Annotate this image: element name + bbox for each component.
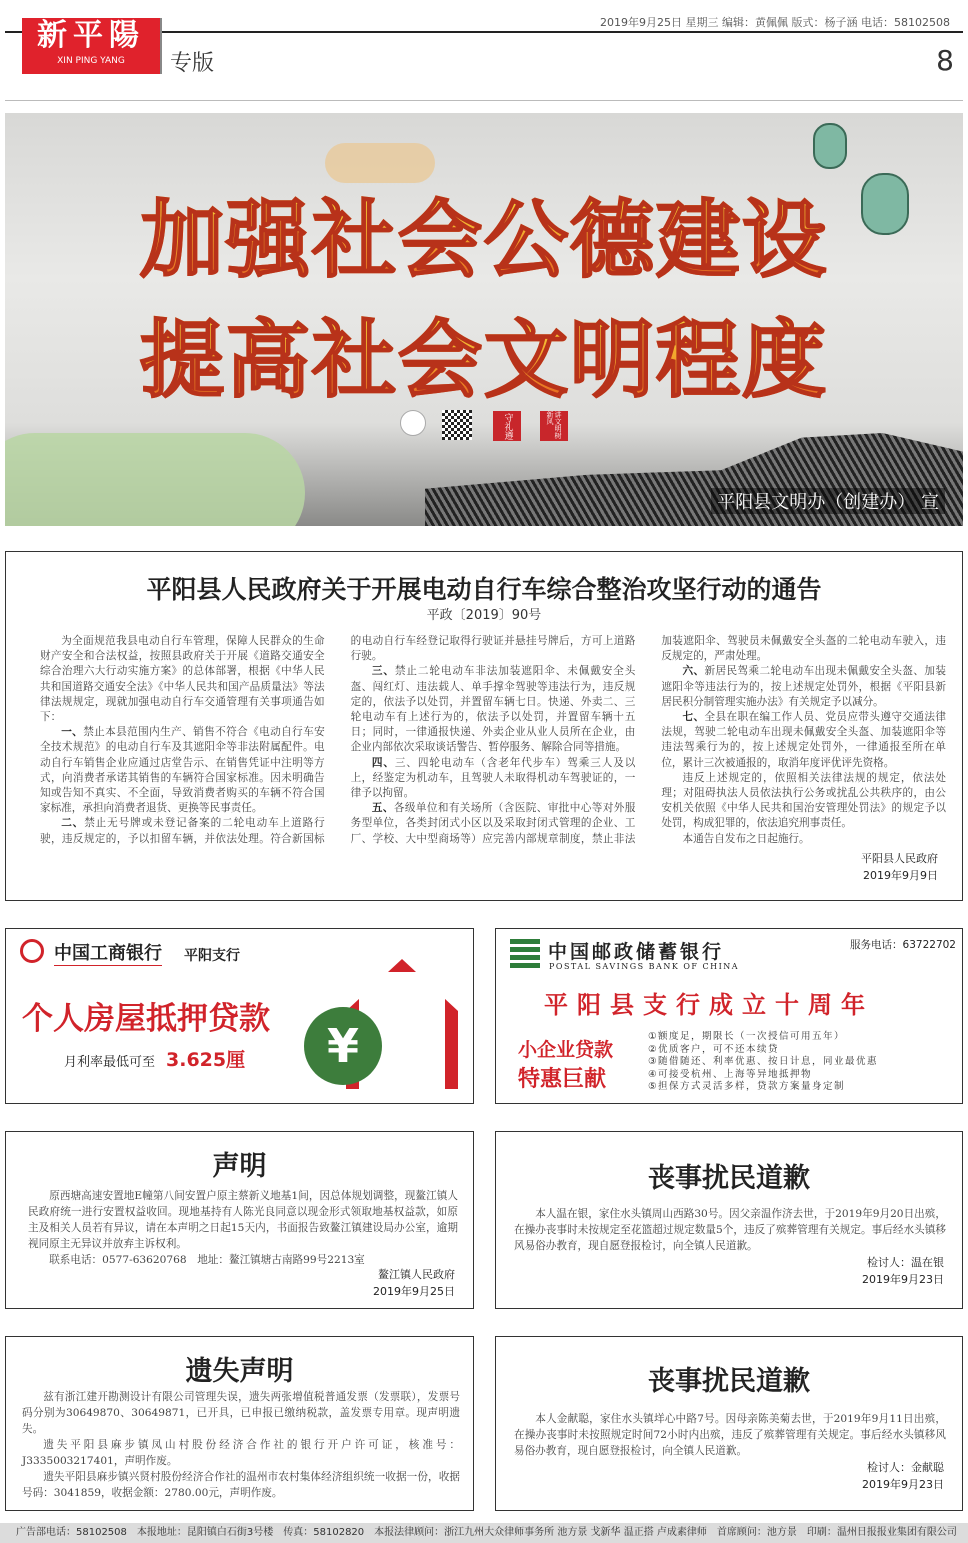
- sign-date: 2019年9月9日: [863, 869, 938, 882]
- qr-code: [442, 410, 472, 440]
- page-number: 8: [936, 44, 954, 77]
- paragraph: 遗失平阳县麻步镇凤山村股份经济合作社的银行开户许可证，核准号：J3335003217401，声明作废。: [22, 1439, 460, 1467]
- service-phone: 服务电话：63722702: [850, 939, 956, 951]
- notice-paragraph: 违反上述规定的，依照相关法律法规的规定，依法处理；对阻碍执法人员依法执行公务或扰乱公共秩序的，由公安机关依照《中华人民共和国治安管理处罚法》的规定予以处罚，构成犯罪的，依法追究刑事责任。: [661, 771, 946, 830]
- icbc-logo-icon: [20, 939, 44, 963]
- notice-paragraph: 七、全县在职在编工作人员、党员应带头遵守交通法律法规，驾驶二轮电动车出现未佩戴安全头盔、加装遮阳伞等违法驾乘行为的，按上述规定处罚外，一律通报至所在单位，累计三次被通报的，取消年度评优评先资格。: [661, 711, 946, 769]
- dateline: 2019年9月25日 星期三 编辑：黄佩佩 版式：杨子涵 电话：58102508: [600, 16, 950, 29]
- signer: 平阳县人民政府: [861, 852, 938, 865]
- paragraph: 原西塘高速安置地E幢第八间安置户原主蔡新义地基1间，因总体规划调整，现鳌江镇人民政府统一进行安置权益收回。现地基持有人陈光良同意以现金形式领取地基权益款，如原主及相关人员若有异议，请在本声明之日起15天内，书面报告致鳌江镇建设局办公室，逾期视同原主无异议并放弃主诉权利。: [28, 1190, 458, 1250]
- statement-title: 声明: [212, 1151, 267, 1182]
- banner-credit: 平阳县文明办（创建办） 宣: [711, 488, 945, 514]
- sign-date: 2019年9月23日: [862, 1478, 944, 1491]
- notice-paragraph: 为全面规范我县电动自行车管理，保障人民群众的生命财产安全和合法权益，按照县政府关于开展《道路交通安全综合治理六大行动实施方案》的总体部署，根据《中华人民共和国道路交通安全法》《中华人民共和国产品质量法》等法律法规规定，现就加强电动自行车交通管理有关事项通告如下：: [40, 635, 325, 724]
- statement-notice: [5, 1131, 474, 1309]
- statement-body: [28, 1188, 458, 1268]
- apology-title: 丧事扰民道歉: [648, 1366, 810, 1397]
- notice-number: 平政〔2019〕90号: [426, 608, 542, 623]
- seal-stamp: 守礼遵: [493, 411, 521, 441]
- logo-english: XIN PING YANG: [57, 56, 125, 66]
- divider: [5, 100, 963, 101]
- feature-list: [648, 1031, 878, 1094]
- funeral-apology-notice: [495, 1336, 963, 1511]
- branch-name: 平阳支行: [184, 948, 240, 964]
- logo-text: 新平陽: [37, 18, 145, 53]
- notice-paragraph: 三、禁止二轮电动车非法加装遮阳伞、未佩戴安全头盔、闯红灯、违法载人、单手撑伞驾驶等违法行为，违反规定的，依法予以处罚，并置留车辆七日。快递、外卖二、三轮电动车有上述行为的，依法予以处罚，并置留车辆十五日；同时，一律通报快递、外卖企业从业人员所在企业，由企业内部依次采取谈话警告、暂停服务、解除合同等措施。: [350, 665, 636, 754]
- apology-body: [514, 1206, 946, 1254]
- paragraph: 兹有浙江建开勘测设计有限公司管理失误，遗失两张增值税普通发票（发票联），发票号码分别为30649870、30649871，已开具，已申报已缴纳税款，盖发票专用章。现声明遗失。: [22, 1391, 460, 1435]
- feature-item: ①额度足，期限长（一次授信可用五年）: [648, 1031, 846, 1042]
- lost-body: [22, 1389, 460, 1501]
- psbc-logo-icon: [510, 939, 540, 971]
- notice-title: 平阳县人民政府关于开展电动自行车综合整治攻坚行动的通告: [146, 575, 822, 604]
- footer-info: 广告部电话：58102508 本报地址：昆阳镇白石街3号楼 传真：58102820 本报法律顾问：浙江九州大众律师事务所 池方景 戈新华 温正搭 卢成素律师 首席顾问：池方景 印刷：温州日报报业集团有限公司: [0, 1523, 968, 1543]
- paragraph: 联系电话：0577-63620768 地址：鳌江镇塘古南路99号2213室: [49, 1254, 365, 1266]
- signer: 鳌江镇人民政府: [378, 1268, 455, 1281]
- notice-signature: [861, 850, 938, 884]
- signer: 检讨人：金献聪: [867, 1461, 944, 1474]
- notice-paragraph: 四、三、四轮电动车（含老年代步车）驾乘三人及以上，经鉴定为机动车，且驾驶人未取得机动车驾驶证的，一律予以拘留。: [350, 756, 636, 800]
- notice-paragraph: 六、新居民驾乘二轮电动车出现未佩戴安全头盔、加装遮阳伞等违法行为的，按上述规定处罚外，根据《平阳县新居民积分制管理实施办法》有关规定予以减分。: [661, 665, 946, 708]
- apology-title: 丧事扰民道歉: [648, 1163, 810, 1194]
- icbc-ad[interactable]: [5, 928, 474, 1104]
- ad-headline: 个人房屋抵押贷款: [22, 1001, 270, 1037]
- notice-paragraph: 二、禁止无号牌或未登记备案的二轮电动车上道路行驶，违反规定的，予以扣留车辆，并依法处理。符合新国标的电动自行车经登记取得行驶证并悬挂号牌后，方可上道路行驶。: [40, 635, 636, 845]
- paragraph: 遗失平阳县麻步镇兴贤村股份经济合作社的温州市农村集体经济组织统一收据一份，收据号码：3041859，收据金额：2780.00元，声明作废。: [22, 1471, 460, 1499]
- statement-signature: [373, 1266, 455, 1300]
- notice-paragraph: 五、各级单位和有关场所（含医院、审批中心等对外服务型单位，各类封闭式小区以及采取封闭式管理的企业、工厂、学校、大中型商场等）应完善内部规章制度，禁止非法加装遮阳伞、驾驶员未佩戴安全头盔的二轮电动车驶入，违反规定的，严肃处理。: [350, 635, 946, 845]
- feature-item: ④可接受杭州、上海等异地抵押物: [648, 1068, 813, 1080]
- notice-body: [40, 634, 946, 859]
- emblem-icon: [400, 410, 426, 436]
- signer: 检讨人：温在银: [867, 1256, 944, 1269]
- psbc-ad[interactable]: [495, 928, 963, 1104]
- seal-stamp: 讲文明树新风: [540, 411, 568, 441]
- apology-signature: [862, 1459, 944, 1493]
- feature-item: ⑤担保方式灵活多样，贷款方案量身定制: [648, 1081, 846, 1092]
- paragraph: 本人金献聪，家住水头镇垟心中路7号。因母亲陈美菊去世，于2019年9月11日出殡，在操办丧事时未按照规定时间72小时内出殡，违反了殡葬管理有关规定。事后经水头镇移风易俗办教育，现自愿登报检讨，向全镇人民道歉。: [514, 1413, 946, 1457]
- notice-paragraph: 本通告自发布之日起施行。: [682, 832, 810, 845]
- cloud-decoration: [5, 433, 305, 526]
- slogan: 特惠巨献: [518, 1067, 607, 1092]
- sign-date: 2019年9月25日: [373, 1285, 455, 1298]
- lost-title: 遗失声明: [185, 1356, 294, 1387]
- funeral-apology-notice: [495, 1131, 963, 1309]
- ad-headline: 平阳县支行成立十周年: [544, 991, 874, 1019]
- lost-statement-notice: [5, 1336, 474, 1511]
- lantern-icon: [813, 123, 847, 169]
- banner-title-line1: 加强社会公德建设: [140, 173, 828, 294]
- government-notice: [5, 551, 963, 901]
- feature-item: ②优质客户，可不还本续贷: [648, 1043, 780, 1055]
- slogan: 小企业贷款: [518, 1039, 614, 1061]
- paragraph: 本人温在银，家住水头镇周山西路30号。因父亲温作济去世，于2019年9月20日出殡，在操办丧事时未按规定至花篮超过规定数量5个，违反了殡葬管理有关规定。事后经水头镇移风易俗办教育，现自愿登报检讨，向全镇人民道歉。: [514, 1208, 946, 1252]
- bank-name-english: POSTAL SAVINGS BANK OF CHINA: [549, 962, 740, 971]
- notice-paragraph: 一、禁止本县范围内生产、销售不符合《电动自行车安全技术规范》的电动自行车及其遮阳伞等非法附属配件。电动自行车销售企业应通过店堂告示、在销售凭证中注明等方式，向消费者承诺其销售的车辆符合国家标准。因未明确告知或告知不真实、不全面，导致消费者购买的车辆不符合国家标准，承担向消费者退货、更换等民事责任。: [40, 726, 325, 815]
- sign-date: 2019年9月23日: [862, 1273, 944, 1286]
- yuan-icon: ¥: [304, 1007, 382, 1085]
- section-title: 专版: [170, 51, 215, 76]
- feature-item: ③随借随还、利率优惠、按日计息，同业最优惠: [648, 1056, 879, 1067]
- rate-label: 月利率最低可至: [64, 1055, 156, 1070]
- newspaper-logo: [22, 18, 160, 74]
- bank-name: 中国邮政储蓄银行: [548, 941, 725, 963]
- apology-signature: [862, 1254, 944, 1288]
- lantern-icon: [861, 173, 909, 235]
- civility-banner: [5, 113, 963, 526]
- banner-title-line2: 提高社会文明程度: [140, 293, 828, 414]
- apology-body: [514, 1411, 946, 1459]
- bank-name: 中国工商银行: [54, 939, 162, 966]
- rate-value: 3.625厘: [166, 1049, 246, 1071]
